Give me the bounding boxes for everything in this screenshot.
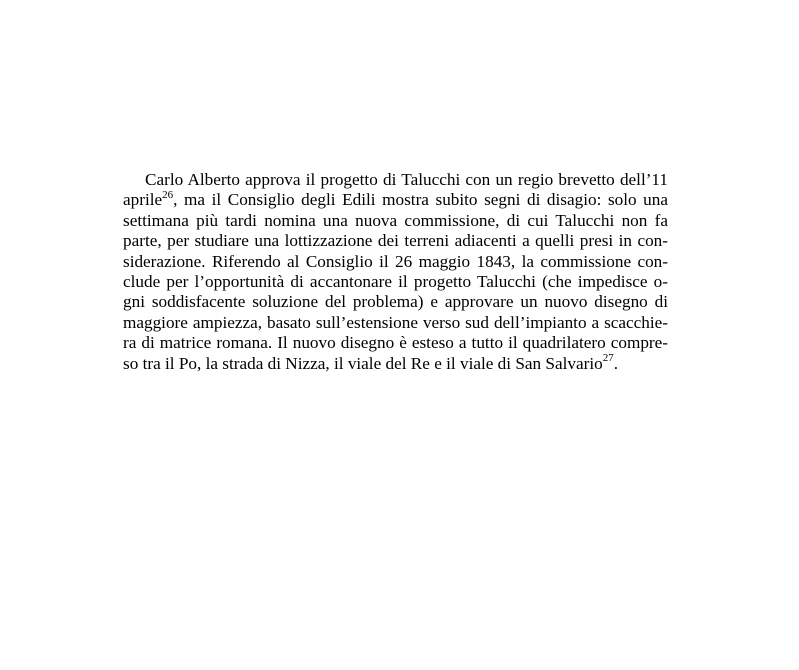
text-line-9: ra di matrice romana. Il nuovo disegno è esteso a tutto il quadrilatero compre- (123, 333, 668, 353)
text-line-7: gni soddisfacente soluzione del problema) e approvare un nuovo disegno di (123, 292, 668, 312)
text-line-2-end: , ma il Consiglio degli Edili mostra subito segni di disagio: solo una (173, 190, 668, 210)
text-line-10-start: so tra il Po, la strada di Nizza, il viale del Re e il viale di San Salvario (123, 353, 603, 373)
footnote-ref-27[interactable]: 27 (602, 351, 614, 364)
text-line-6: clude per l’opportunità di accantonare il progetto Talucchi (che impedisce o- (123, 271, 668, 291)
text-line-10 (123, 351, 668, 374)
text-line-5: siderazione. Riferendo al Consiglio il 26 maggio 1843, la commissione con- (123, 251, 668, 271)
text-line-1: Carlo Alberto approva il progetto di Talucchi con un regio brevetto dell’11 (145, 170, 668, 189)
body-paragraph (123, 170, 668, 374)
text-line-2-start: aprile (123, 190, 163, 210)
footnote-ref-26[interactable]: 26 (162, 188, 174, 201)
text-line-4: parte, per studiare una lottizzazione dei terreni adiacenti a quelli presi in con- (123, 231, 668, 251)
text-line-2 (123, 190, 668, 210)
text-line-3: settimana più tardi nomina una nuova commissione, di cui Talucchi non fa (123, 210, 668, 230)
text-line-8: maggiore ampiezza, basato sull’estensione verso sud dell’impianto a scacchie- (123, 312, 668, 332)
text-line-10-end: . (613, 353, 618, 373)
